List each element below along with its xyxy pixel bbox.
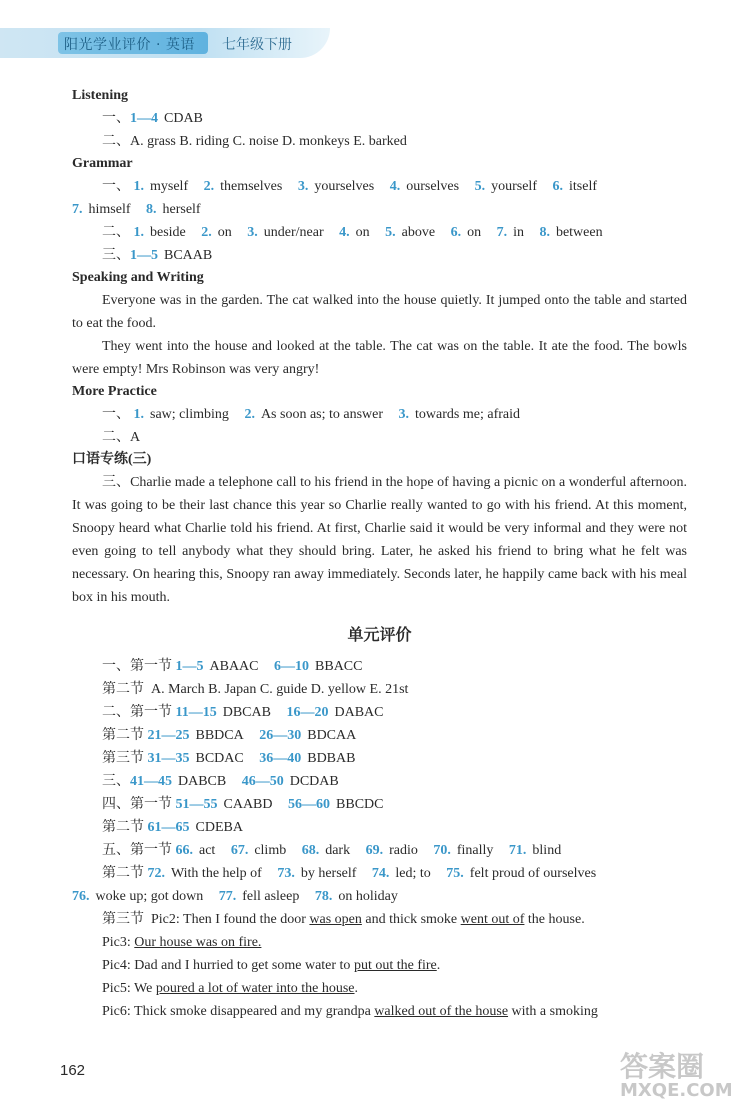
pic3-line bbox=[102, 931, 687, 954]
item-number: 2. bbox=[201, 225, 212, 240]
item-number: 3. bbox=[247, 225, 258, 240]
item-number: 1. bbox=[133, 179, 144, 194]
underlined-answer: was open bbox=[309, 912, 362, 927]
item-range: 21—25 bbox=[147, 728, 190, 743]
item-answer: finally bbox=[456, 843, 494, 858]
underlined-answer: went out of bbox=[460, 912, 525, 927]
item-answer: radio bbox=[389, 843, 418, 858]
item-number: 8. bbox=[146, 202, 157, 217]
item-range: 51—55 bbox=[175, 797, 218, 812]
item-answer: BCAAB bbox=[164, 248, 213, 263]
item-number: 5. bbox=[385, 225, 396, 240]
item-answer: climb bbox=[254, 843, 287, 858]
item-answer: BDCAA bbox=[307, 728, 357, 743]
pic-text: with a smoking bbox=[508, 1004, 598, 1019]
item-answer: towards me; afraid bbox=[415, 407, 521, 422]
row-label: 第二节 bbox=[102, 682, 144, 697]
grammar-heading: Grammar bbox=[72, 156, 133, 171]
item-number: 74. bbox=[371, 866, 390, 881]
item-answer: itself bbox=[569, 179, 597, 194]
item-number: 3. bbox=[297, 179, 309, 194]
item-range: 6—10 bbox=[274, 659, 310, 674]
item-answer: A. March B. Japan C. guide D. yellow E. 21st bbox=[151, 682, 409, 697]
answer-content bbox=[72, 85, 687, 1023]
unit-row-5 bbox=[102, 747, 687, 770]
item-answer: herself bbox=[162, 202, 201, 217]
item-answer: ourselves bbox=[406, 179, 460, 194]
item-answer: act bbox=[199, 843, 216, 858]
item-answer: As soon as; to answer bbox=[260, 407, 384, 422]
item-answer: on bbox=[467, 225, 482, 240]
item-number: 78. bbox=[314, 889, 333, 904]
more-practice-line-2: 二、A bbox=[102, 430, 141, 445]
item-answer: on bbox=[217, 225, 232, 240]
item-answer: BBDCA bbox=[195, 728, 244, 743]
item-prefix: 二、 bbox=[102, 225, 130, 240]
item-number: 2. bbox=[244, 407, 255, 422]
speaking-paragraph-2: They went into the house and looked at the table. The cat was on the table. It ate the food. The bowls were empty! Mrs Robinson was very angry! bbox=[72, 339, 687, 377]
row-label: 第二节 bbox=[102, 820, 144, 835]
item-number: 5. bbox=[474, 179, 486, 194]
speaking-heading: Speaking and Writing bbox=[72, 270, 204, 285]
item-number: 66. bbox=[175, 843, 193, 858]
watermark-logo: 答案圈 bbox=[620, 1050, 705, 1083]
unit-row-9 bbox=[102, 839, 687, 862]
unit-row-8 bbox=[102, 816, 687, 839]
item-answer: myself bbox=[150, 179, 189, 194]
item-number: 6. bbox=[552, 179, 563, 194]
speaking-paragraph-1: Everyone was in the garden. The cat walked into the house quietly. It jumped onto the table and started to eat the food. bbox=[72, 293, 687, 331]
item-number: 2. bbox=[203, 179, 215, 194]
item-answer: fell asleep bbox=[242, 889, 300, 904]
grammar-line-3 bbox=[102, 244, 687, 267]
item-range: 61—65 bbox=[147, 820, 190, 835]
header-subtitle: 七年级下册 bbox=[222, 37, 292, 53]
item-number: 77. bbox=[218, 889, 237, 904]
item-number: 1. bbox=[133, 225, 144, 240]
item-answer: dark bbox=[325, 843, 351, 858]
pic-text: Pic3: bbox=[102, 935, 135, 950]
item-number: 71. bbox=[508, 843, 527, 858]
item-range: 41—45 bbox=[130, 774, 172, 789]
item-answer: DABCB bbox=[178, 774, 227, 789]
item-answer: under/near bbox=[263, 225, 324, 240]
item-range: 16—20 bbox=[286, 705, 329, 720]
more-practice-heading: More Practice bbox=[72, 384, 157, 399]
item-answer: woke up; got down bbox=[95, 889, 204, 904]
item-range: 11—15 bbox=[175, 705, 217, 720]
item-answer: beside bbox=[150, 225, 186, 240]
unit-row-11 bbox=[72, 885, 687, 908]
row-label: 第二节 bbox=[102, 866, 144, 881]
grammar-line-2 bbox=[102, 221, 687, 244]
pic-text: and thick smoke bbox=[361, 912, 461, 927]
row-label: 二、第一节 bbox=[102, 705, 172, 720]
item-range: 56—60 bbox=[288, 797, 331, 812]
item-answer: themselves bbox=[220, 179, 283, 194]
item-number: 68. bbox=[301, 843, 320, 858]
item-answer: BBACC bbox=[315, 659, 363, 674]
unit-row-2 bbox=[102, 678, 687, 701]
item-answer: BBCDC bbox=[336, 797, 384, 812]
item-range: 36—40 bbox=[259, 751, 302, 766]
item-range: 46—50 bbox=[241, 774, 284, 789]
item-answer: on holiday bbox=[338, 889, 398, 904]
grammar-line-1 bbox=[102, 175, 687, 198]
item-prefix: 三、 bbox=[102, 248, 130, 263]
item-answer: CAABD bbox=[223, 797, 273, 812]
item-number: 73. bbox=[277, 866, 295, 881]
item-number: 72. bbox=[147, 866, 165, 881]
item-number: 69. bbox=[365, 843, 384, 858]
unit-row-7 bbox=[102, 793, 687, 816]
item-prefix: 一、 bbox=[102, 111, 130, 126]
item-number: 7. bbox=[496, 225, 508, 240]
item-answer: yourself bbox=[491, 179, 537, 194]
item-number: 8. bbox=[539, 225, 550, 240]
row-label: 三、 bbox=[102, 774, 130, 789]
item-range: 1—4 bbox=[130, 111, 158, 126]
item-answer: BDBAB bbox=[307, 751, 356, 766]
header-title: 阳光学业评价 · 英语 bbox=[64, 37, 195, 53]
item-answer: saw; climbing bbox=[150, 407, 229, 422]
row-label: 第三节 bbox=[102, 751, 144, 766]
item-range: 1—5 bbox=[130, 248, 158, 263]
item-number: 76. bbox=[72, 889, 90, 904]
unit-title: 单元评价 bbox=[347, 625, 412, 644]
pic-text: the house. bbox=[524, 912, 585, 927]
item-answer: felt proud of ourselves bbox=[469, 866, 597, 881]
item-number: 75. bbox=[446, 866, 464, 881]
item-answer: led; to bbox=[395, 866, 431, 881]
item-range: 1—5 bbox=[175, 659, 204, 674]
grammar-line-1b bbox=[72, 198, 687, 221]
item-answer: DCDAB bbox=[289, 774, 339, 789]
row-label: 第三节 bbox=[102, 912, 144, 927]
unit-row-1 bbox=[102, 655, 687, 678]
row-label: 第二节 bbox=[102, 728, 144, 743]
item-answer: With the help of bbox=[171, 866, 262, 881]
pic-text: Pic2: Then I found the door bbox=[151, 912, 310, 927]
item-range: 26—30 bbox=[259, 728, 302, 743]
item-answer: yourselves bbox=[314, 179, 375, 194]
item-prefix: 一、 bbox=[102, 407, 130, 422]
pic5-line bbox=[102, 977, 687, 1000]
item-number: 6. bbox=[450, 225, 462, 240]
unit-row-10 bbox=[102, 862, 687, 885]
row-label: 四、第一节 bbox=[102, 797, 172, 812]
pic-text: . bbox=[436, 958, 441, 973]
unit-row-6 bbox=[102, 770, 687, 793]
item-answer: above bbox=[401, 225, 436, 240]
row-label: 一、第一节 bbox=[102, 659, 172, 674]
pic-text: Pic6: Thick smoke disappeared and my grandpa bbox=[102, 1004, 375, 1019]
item-number: 70. bbox=[433, 843, 451, 858]
item-answer: in bbox=[513, 225, 524, 240]
unit-row-3 bbox=[102, 701, 687, 724]
item-number: 67. bbox=[230, 843, 249, 858]
item-answer: CDEBA bbox=[195, 820, 243, 835]
item-answer: DABAC bbox=[334, 705, 384, 720]
underlined-answer: walked out of the house bbox=[374, 1004, 509, 1019]
underlined-answer: poured a lot of water into the house bbox=[155, 981, 355, 996]
more-practice-line-1 bbox=[102, 403, 687, 426]
pic4-line bbox=[102, 954, 687, 977]
unit-row-4 bbox=[102, 724, 687, 747]
pic-text: Pic4: Dad and I hurried to get some water to bbox=[102, 958, 354, 973]
pic-text: Pic5: We bbox=[102, 981, 156, 996]
item-number: 4. bbox=[339, 225, 350, 240]
pic6-line bbox=[102, 1000, 687, 1023]
item-answer: CDAB bbox=[164, 111, 203, 126]
oral-heading: 口语专练(三) bbox=[72, 452, 152, 467]
underlined-answer: Our house was on fire. bbox=[134, 935, 262, 950]
row-label: 五、第一节 bbox=[102, 843, 172, 858]
item-number: 4. bbox=[389, 179, 401, 194]
item-answer: ABAAC bbox=[209, 659, 259, 674]
item-answer: by herself bbox=[300, 866, 357, 881]
item-answer: blind bbox=[532, 843, 562, 858]
oral-paragraph: 三、Charlie made a telephone call to his friend in the hope of having a picnic on a wonderful afternoon. It was going to be their last chance this year so Charlie really wanted to go with his friend. At this moment, Snoopy heard what Charlie told his friend. At first, Charlie said it would be very informal and they were not even going to tell anybody what they should bring. Later, he asked his friend to bring what he felt was necessary. On hearing this, Snoopy ran away immediately. Seconds later, he happily came back with his meal box in his mouth. bbox=[72, 475, 687, 605]
item-answer: himself bbox=[88, 202, 131, 217]
item-answer: between bbox=[555, 225, 603, 240]
item-answer: on bbox=[355, 225, 370, 240]
item-answer: DBCAB bbox=[222, 705, 271, 720]
listening-line-2: 二、A. grass B. riding C. noise D. monkeys E. barked bbox=[102, 134, 407, 149]
item-number: 1. bbox=[133, 407, 144, 422]
pic2-line bbox=[102, 908, 687, 931]
pic-text: . bbox=[354, 981, 359, 996]
item-number: 7. bbox=[72, 202, 83, 217]
listening-heading: Listening bbox=[72, 88, 129, 103]
item-prefix: 一、 bbox=[102, 179, 130, 194]
item-number: 3. bbox=[398, 407, 410, 422]
item-answer: BCDAC bbox=[195, 751, 244, 766]
watermark-site: MXQE.COM bbox=[620, 1080, 733, 1101]
listening-line-1 bbox=[102, 107, 687, 130]
underlined-answer: put out the fire bbox=[353, 958, 437, 973]
page-number: 162 bbox=[60, 1062, 86, 1079]
item-range: 31—35 bbox=[147, 751, 190, 766]
